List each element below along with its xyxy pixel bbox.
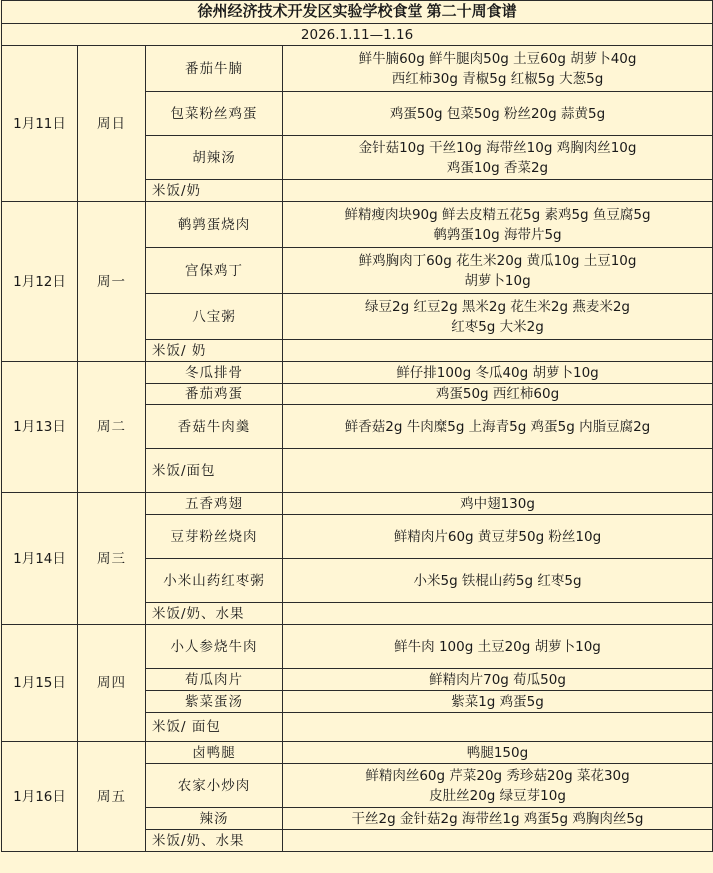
dish-ingredients [283,405,713,449]
dish-name: 豆芽粉丝烧肉 [146,515,283,559]
day-weekday: 周一 [78,202,146,362]
dish-ingredients [283,92,713,136]
dish-name: 番茄牛腩 [146,46,283,92]
dish-name: 番茄鸡蛋 [146,384,283,405]
dish-name: 五香鸡翅 [146,493,283,515]
title-row [2,1,713,24]
ingredient-line: 干丝2g 金针菇2g 海带丝1g 鸡蛋5g 鸡胸肉丝5g [351,810,644,827]
staple-empty-cell [283,603,713,625]
day-date: 1月14日 [2,493,78,625]
staple-empty-cell [283,830,713,852]
meal-row [2,46,713,92]
dish-ingredients [283,691,713,713]
dish-ingredients [283,764,713,808]
staple-empty-cell [283,449,713,493]
dish-ingredients [283,384,713,405]
dish-name: 小米山药红枣粥 [146,559,283,603]
day-date: 1月15日 [2,625,78,742]
ingredient-line: 鲜精肉丝60g 芹菜20g 秀珍菇20g 菜花30g [365,767,630,784]
dish-ingredients [283,515,713,559]
ingredient-line: 鲜牛腩60g 鲜牛腿肉50g 土豆60g 胡萝卜40g [358,50,637,67]
ingredient-line: 鹌鹑蛋10g 海带片5g [433,226,562,243]
ingredient-line: 鲜仔排100g 冬瓜40g 胡萝卜10g [396,364,599,381]
dish-name: 紫菜蛋汤 [146,691,283,713]
ingredient-line: 鸭腿150g [466,744,529,761]
day-date: 1月13日 [2,362,78,493]
ingredient-line: 绿豆2g 红豆2g 黑米2g 花生米2g 燕麦米2g [365,298,630,315]
menu-title: 徐州经济技术开发区实验学校食堂 第二十周食谱 [2,1,713,24]
dish-ingredients [283,742,713,764]
dish-ingredients [283,625,713,669]
dish-name: 香菇牛肉羹 [146,405,283,449]
ingredient-line: 鸡中翅130g [460,495,535,512]
dish-ingredients [283,136,713,180]
ingredient-line: 鸡蛋50g 包菜50g 粉丝20g 蒜黄5g [389,105,606,122]
dish-ingredients [283,248,713,294]
dish-name: 荀瓜肉片 [146,669,283,691]
dish-ingredients [283,294,713,340]
date-range-row [2,24,713,46]
staple-food: 米饭/奶 [146,180,283,202]
date-range: 2026.1.11—1.16 [2,24,713,46]
dish-ingredients [283,493,713,515]
dish-name: 小人参烧牛肉 [146,625,283,669]
ingredient-line: 金针菇10g 干丝10g 海带丝10g 鸡胸肉丝10g [358,139,637,156]
day-weekday: 周三 [78,493,146,625]
day-date: 1月11日 [2,46,78,202]
dish-ingredients [283,669,713,691]
dish-ingredients [283,559,713,603]
staple-empty-cell [283,713,713,742]
staple-food: 米饭/面包 [146,449,283,493]
dish-ingredients [283,46,713,92]
meal-row [2,625,713,669]
dish-name: 辣汤 [146,808,283,830]
dish-name: 八宝粥 [146,294,283,340]
ingredient-line: 鲜精瘦肉块90g 鲜去皮精五花5g 素鸡5g 鱼豆腐5g [344,206,651,223]
ingredient-line: 鸡蛋50g 西红柿60g [435,386,560,402]
day-weekday: 周日 [78,46,146,202]
ingredient-line: 胡萝卜10g [464,272,531,289]
staple-food: 米饭/ 面包 [146,713,283,742]
meal-row [2,742,713,764]
meal-row [2,202,713,248]
dish-ingredients [283,362,713,384]
ingredient-line: 皮肚丝20g 绿豆芽10g [429,787,566,804]
ingredient-line: 鲜鸡胸肉丁60g 花生米20g 黄瓜10g 土豆10g [358,252,637,269]
day-weekday: 周五 [78,742,146,852]
dish-name: 卤鸭腿 [146,742,283,764]
ingredient-line: 小米5g 铁棍山药5g 红枣5g [413,572,582,589]
ingredient-line: 鲜精肉片70g 荀瓜50g [429,671,566,688]
dish-name: 冬瓜排骨 [146,362,283,384]
staple-food: 米饭/奶、水果 [146,830,283,852]
day-weekday: 周二 [78,362,146,493]
staple-empty-cell [283,340,713,362]
menu-table [1,0,713,852]
meal-row [2,493,713,515]
staple-food: 米饭/奶、水果 [146,603,283,625]
ingredient-line: 鸡蛋10g 香菜2g [446,159,549,176]
ingredient-line: 西红柿30g 青椒5g 红椒5g 大葱5g [391,70,604,87]
dish-ingredients [283,202,713,248]
dish-ingredients [283,808,713,830]
ingredient-line: 红枣5g 大米2g [451,318,544,335]
staple-empty-cell [283,180,713,202]
ingredient-line: 紫菜1g 鸡蛋5g [451,693,544,710]
dish-name: 鹌鹑蛋烧肉 [146,202,283,248]
day-date: 1月12日 [2,202,78,362]
ingredient-line: 鲜精肉片60g 黄豆芽50g 粉丝10g [393,528,602,545]
dish-name: 包菜粉丝鸡蛋 [146,92,283,136]
day-date: 1月16日 [2,742,78,852]
ingredient-line: 鲜香菇2g 牛肉糜5g 上海青5g 鸡蛋5g 内脂豆腐2g [344,418,651,435]
day-weekday: 周四 [78,625,146,742]
meal-row [2,362,713,384]
dish-name: 宫保鸡丁 [146,248,283,294]
dish-name: 农家小炒肉 [146,764,283,808]
staple-food: 米饭/ 奶 [146,340,283,362]
dish-name: 胡辣汤 [146,136,283,180]
ingredient-line: 鲜牛肉 100g 土豆20g 胡萝卜10g [394,638,601,655]
